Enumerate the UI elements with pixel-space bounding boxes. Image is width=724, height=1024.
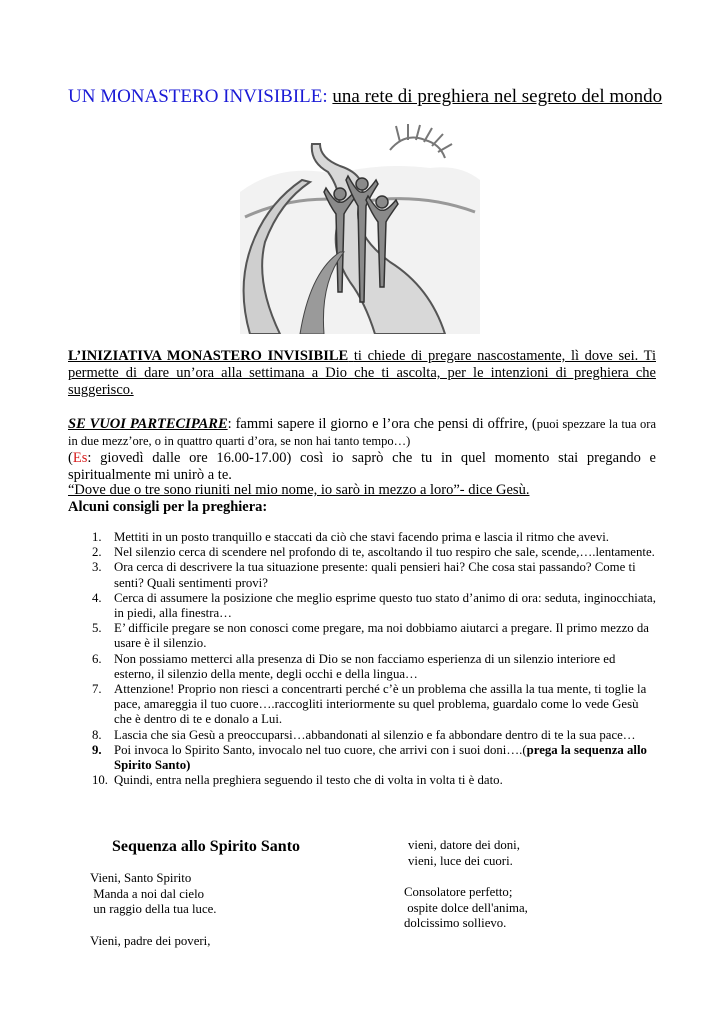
list-number: 10.: [92, 773, 108, 788]
list-text: Quindi, entra nella preghiera seguendo il testo che di volta in volta ti è dato.: [114, 773, 503, 788]
list-text: Lascia che sia Gesù a preoccuparsi…abbandonati al silenzio e fa abbondare dentro di te la sua pace…: [114, 727, 636, 742]
list-item: [92, 591, 658, 621]
list-item: [92, 652, 658, 682]
participate-note: puoi spezzare la tua ora in due mezz’ore, o in quattro quarti d’ora, se non hai tanto tempo…): [68, 417, 656, 448]
list-text: Nel silenzio cerca di scendere nel profondo di te, ascoltando il tuo respiro che sale, scende,….lentamente.: [114, 545, 655, 560]
list-text: Cerca di assumere la posizione che meglio esprime questo tuo stato d’animo di ora: seduta, inginocchiata, in piedi, alla finestra…: [114, 590, 656, 621]
page-title: [68, 86, 668, 108]
list-text: Non possiamo metterci alla presenza di Dio se non facciamo esperienza di un silenzio interiore ed esterno, il silenzio della mente, degli occhi e della lingua…: [114, 651, 616, 681]
list-item: [92, 621, 658, 651]
example-text: : giovedì dalle ore 16.00-17.00) così io saprò che tu in quel momento stai pregando e spiritualmente mi unirò a te.: [68, 450, 656, 483]
poem-stanza-left-2: Vieni, padre dei poveri,: [90, 934, 211, 948]
list-item: [92, 530, 658, 545]
example-label: Es: [72, 450, 88, 466]
list-item: [92, 728, 658, 743]
list-number: 6.: [92, 651, 102, 666]
intro-text: ti chiede di pregare nascostamente, lì dove sei. Ti permette di dare un’ora alla settimana a Dio che ti ascolta, per le intenzioni di preghiera che suggerisco.: [68, 348, 656, 398]
gospel-quote: “Dove due o tre sono riuniti nel mio nome, io sarò in mezzo a loro”- dice Gesù.: [68, 482, 530, 498]
list-text: Attenzione! Proprio non riesci a concentrarti perché c’è un problema che assilla la tua mente, ti toglie la pace, amareggia il tuo cuore….raccogliti interiormente su quel problema, guardalo come lo vede Gesù che è dentro di te e donalo a Lui.: [114, 682, 647, 727]
intro-bold: L’INIZIATIVA MONASTERO INVISIBILE: [68, 348, 349, 364]
list-number: 4.: [92, 590, 102, 605]
list-number: 5.: [92, 621, 102, 636]
participate-paragraph: [68, 416, 656, 484]
paren-open: (: [68, 450, 73, 466]
list-text-bold: prega la sequenza allo Spirito Santo): [114, 742, 647, 773]
list-item: [92, 560, 658, 590]
list-item: [92, 682, 658, 728]
list-number: 3.: [92, 560, 102, 575]
list-number: 8.: [92, 727, 102, 742]
participate-text: : fammi sapere il giorno e l’ora che pensi di offrire, (: [227, 416, 537, 432]
list-item: [92, 743, 658, 773]
title-main: UN MONASTERO INVISIBILE:: [68, 86, 328, 107]
list-number: 1.: [92, 530, 102, 544]
participate-heading: SE VUOI PARTECIPARE: [68, 416, 228, 432]
list-number: 7.: [92, 682, 102, 697]
tips-heading: Alcuni consigli per la preghiera:: [68, 499, 268, 515]
list-text: Mettiti in un posto tranquillo e staccati da ciò che stavi facendo prima e lascia il ritmo che avevi.: [114, 530, 610, 544]
list-text: Ora cerca di descrivere la tua situazione presente: quali pensieri hai? Che cosa stai passando? Come ti senti? Quali sentimenti provi?: [114, 560, 636, 590]
sequence-title: Sequenza allo Spirito Santo: [112, 838, 301, 855]
poem-stanza-right-2: Consolatore perfetto; ospite dolce dell'anima, dolcissimo sollievo.: [404, 885, 528, 930]
list-item: [92, 545, 658, 560]
title-subtitle: una rete di preghiera nel segreto del mondo: [332, 86, 663, 107]
poem-stanza-right-1: vieni, datore dei doni, vieni, luce dei cuori.: [408, 838, 520, 868]
list-text: Poi invoca lo Spirito Santo, invocalo nel tuo cuore, che arrivi con i suoi doni….(: [114, 742, 527, 757]
list-item: [92, 773, 658, 788]
list-number: 2.: [92, 545, 102, 560]
list-text: E’ difficile pregare se non conosci come pregare, ma noi dobbiamo aiutarci a pregare. Il primo mezzo da usare è il silenzio.: [114, 621, 649, 651]
tips-list: [92, 530, 658, 788]
intro-paragraph: [68, 348, 656, 399]
list-number: 9.: [92, 742, 102, 757]
poem-stanza-left-1: Vieni, Santo Spirito Manda a noi dal cielo un raggio della tua luce.: [90, 871, 217, 916]
three-figures-path-icon: [240, 122, 480, 334]
